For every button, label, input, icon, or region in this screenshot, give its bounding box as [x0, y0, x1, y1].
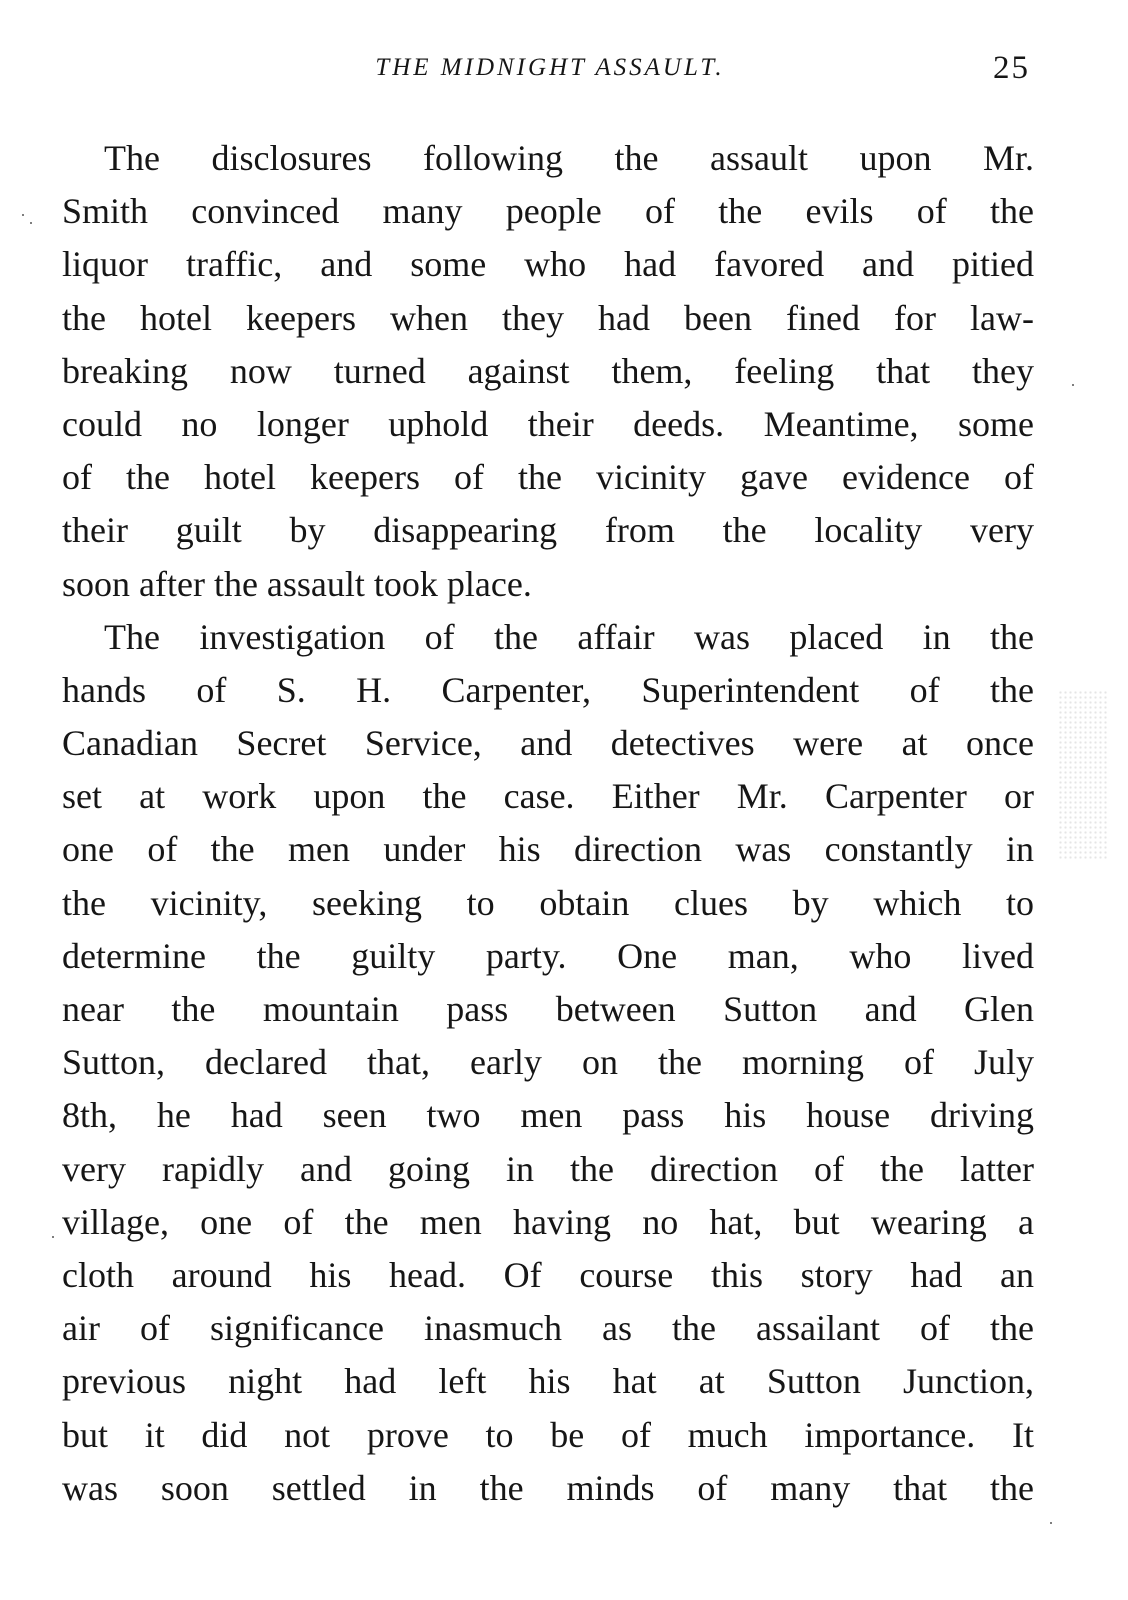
text-line: soon after the assault took place.: [62, 563, 532, 604]
text-line: very rapidly and going in the direction of the latter: [62, 1148, 1034, 1189]
text-line: air of significance inasmuch as the assailant of the: [62, 1308, 1034, 1349]
scan-speck: [52, 1236, 54, 1238]
text-line: The disclosures following the assault upon Mr.: [104, 138, 1034, 178]
text-line: their guilt by disappearing from the locality very: [62, 510, 1034, 551]
scan-stipple-mark: [1058, 690, 1108, 860]
text-line: previous night had left his hat at Sutton Junction,: [62, 1361, 1034, 1402]
scan-speck: [1050, 1522, 1052, 1524]
text-line: could no longer uphold their deeds. Meantime, some: [62, 403, 1034, 444]
body-text: [62, 132, 1034, 1515]
text-line: but it did not prove to be of much importance. It: [62, 1414, 1034, 1455]
text-line: near the mountain pass between Sutton and Glen: [62, 989, 1034, 1029]
text-line: determine the guilty party. One man, who lived: [62, 935, 1034, 976]
text-line: Sutton, declared that, early on the morning of July: [62, 1042, 1034, 1083]
text-line: cloth around his head. Of course this story had an: [62, 1254, 1034, 1295]
text-line: village, one of the men having no hat, but wearing a: [62, 1201, 1034, 1242]
text-line: one of the men under his direction was constantly in: [62, 829, 1034, 870]
text-line: the hotel keepers when they had been fined for law-: [62, 297, 1034, 338]
text-line: was soon settled in the minds of many that the: [62, 1467, 1034, 1508]
running-title: THE MIDNIGHT ASSAULT.: [375, 54, 725, 81]
scan-speck: [22, 214, 24, 216]
text-line: breaking now turned against them, feeling that they: [62, 350, 1034, 391]
scan-speck: [1072, 384, 1074, 386]
text-line: The investigation of the affair was placed in the: [104, 616, 1034, 657]
text-line: Smith convinced many people of the evils of the: [62, 191, 1034, 232]
running-head: [60, 50, 1040, 100]
text-line: the vicinity, seeking to obtain clues by which to: [62, 882, 1034, 923]
text-line: liquor traffic, and some who had favored and pitied: [62, 244, 1034, 285]
text-line: Canadian Secret Service, and detectives were at once: [62, 723, 1034, 764]
text-line: 8th, he had seen two men pass his house driving: [62, 1095, 1034, 1136]
text-line: of the hotel keepers of the vicinity gave evidence of: [62, 457, 1034, 498]
scan-speck: [30, 222, 32, 224]
text-line: set at work upon the case. Either Mr. Carpenter or: [62, 776, 1034, 817]
page-number: 25: [993, 50, 1030, 86]
text-line: hands of S. H. Carpenter, Superintendent of the: [62, 669, 1034, 710]
